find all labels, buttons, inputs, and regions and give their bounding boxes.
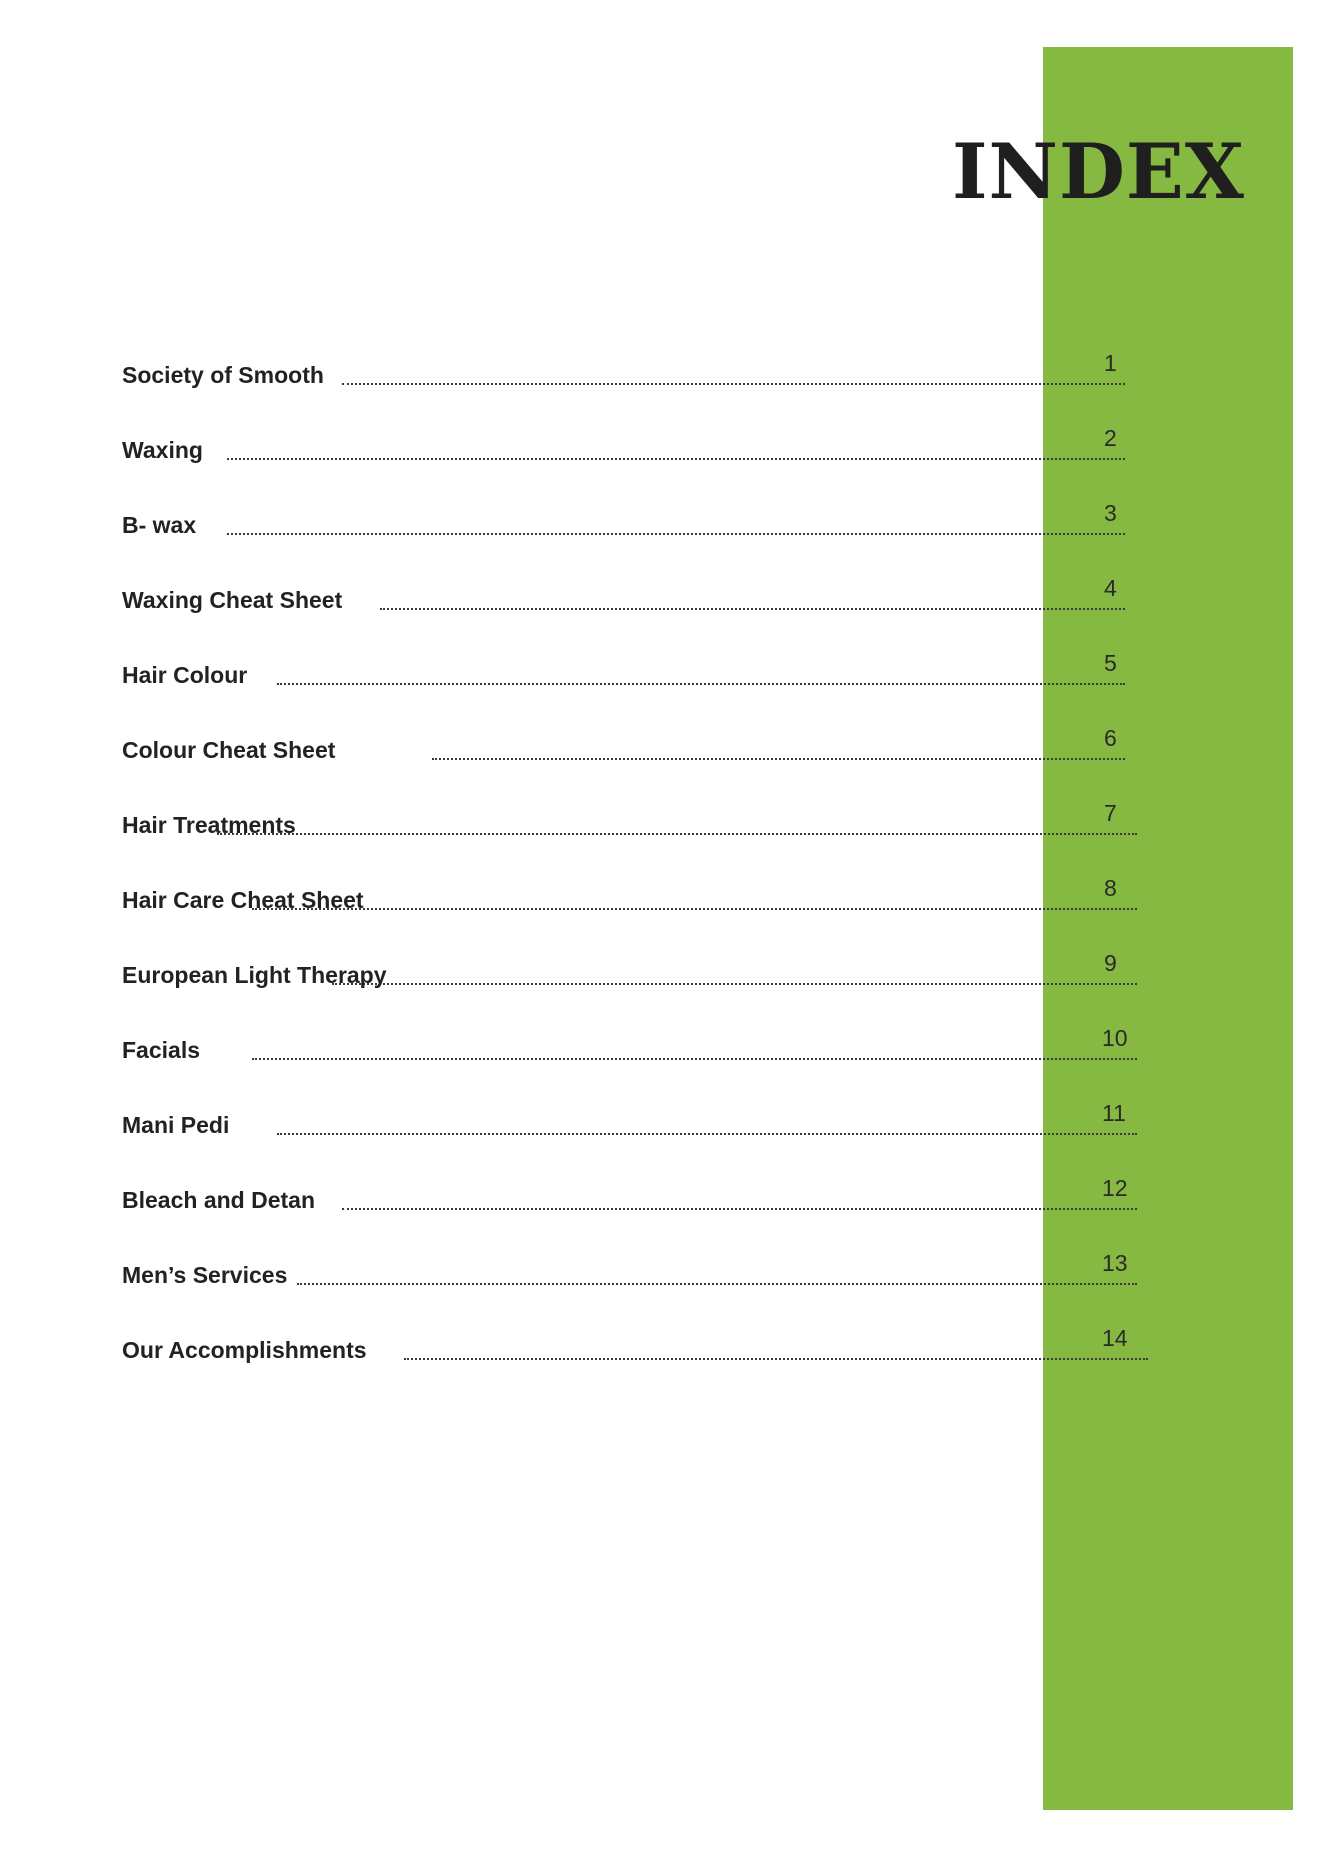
toc-page-number: 11 (1102, 1100, 1126, 1126)
toc-entry-label: Hair Care Cheat Sheet (122, 887, 364, 913)
toc-entry-hair-care-cheat-sheet[interactable] (122, 873, 1122, 923)
dot-leader (277, 1133, 1137, 1135)
toc-entry-mens-services[interactable] (122, 1248, 1128, 1298)
dot-leader (277, 683, 1125, 685)
toc-entry-label: B- wax (122, 510, 200, 540)
toc-page-number: 14 (1102, 1325, 1128, 1351)
toc-entry-label: Our Accomplishments (122, 1335, 371, 1365)
toc-entry-label: Mani Pedi (122, 1110, 233, 1140)
dot-leader (217, 833, 1137, 835)
dot-leader (252, 908, 1137, 910)
toc-page-number: 2 (1104, 425, 1117, 451)
toc-entry-label: Colour Cheat Sheet (122, 735, 339, 765)
toc-entry-mani-pedi[interactable] (122, 1098, 1126, 1148)
toc-entry-hair-treatments[interactable] (122, 798, 1122, 848)
toc-entry-waxing-cheat-sheet[interactable] (122, 573, 1122, 623)
toc-page-number: 5 (1104, 650, 1117, 676)
toc-entry-label: Hair Colour (122, 660, 251, 690)
toc-entry-facials[interactable] (122, 1023, 1128, 1073)
toc-page-number: 8 (1104, 875, 1117, 901)
toc-page-number: 1 (1104, 350, 1117, 376)
dot-leader (252, 1058, 1137, 1060)
toc-entry-hair-colour[interactable] (122, 648, 1122, 698)
dot-leader (297, 1283, 1137, 1285)
toc-page-number: 12 (1102, 1175, 1128, 1201)
dot-leader (432, 758, 1125, 760)
toc-entry-label: Men’s Services (122, 1260, 291, 1290)
dot-leader (342, 1208, 1137, 1210)
toc-page-number: 10 (1102, 1025, 1128, 1051)
toc-entry-label: Waxing Cheat Sheet (122, 585, 346, 615)
toc-entry-b-wax[interactable] (122, 498, 1122, 548)
toc-page-number: 4 (1104, 575, 1117, 601)
toc-entry-society-of-smooth[interactable] (122, 348, 1122, 398)
dot-leader (404, 1358, 1148, 1360)
toc-entry-label: Society of Smooth (122, 360, 328, 390)
dot-leader (342, 383, 1125, 385)
toc-page-number: 3 (1104, 500, 1117, 526)
toc-entry-european-light-therapy[interactable] (122, 948, 1122, 998)
toc-page-number: 9 (1104, 950, 1117, 976)
toc-entry-label: European Light Therapy (122, 962, 387, 988)
toc-entry-label: Waxing (122, 435, 207, 465)
toc-page-number: 7 (1104, 800, 1117, 826)
dot-leader (227, 458, 1125, 460)
toc-page-number: 6 (1104, 725, 1117, 751)
toc-entry-colour-cheat-sheet[interactable] (122, 723, 1122, 773)
dot-leader (380, 608, 1125, 610)
toc-entry-label: Facials (122, 1035, 204, 1065)
dot-leader (227, 533, 1125, 535)
dot-leader (332, 983, 1137, 985)
toc-page-number: 13 (1102, 1250, 1128, 1276)
toc-entry-label: Hair Treatments (122, 812, 296, 838)
page-title: INDEX (952, 127, 1245, 216)
toc-entry-label: Bleach and Detan (122, 1185, 319, 1215)
toc-entry-our-accomplishments[interactable] (122, 1323, 1128, 1373)
toc-entry-waxing[interactable] (122, 423, 1122, 473)
toc-entry-bleach-and-detan[interactable] (122, 1173, 1128, 1223)
